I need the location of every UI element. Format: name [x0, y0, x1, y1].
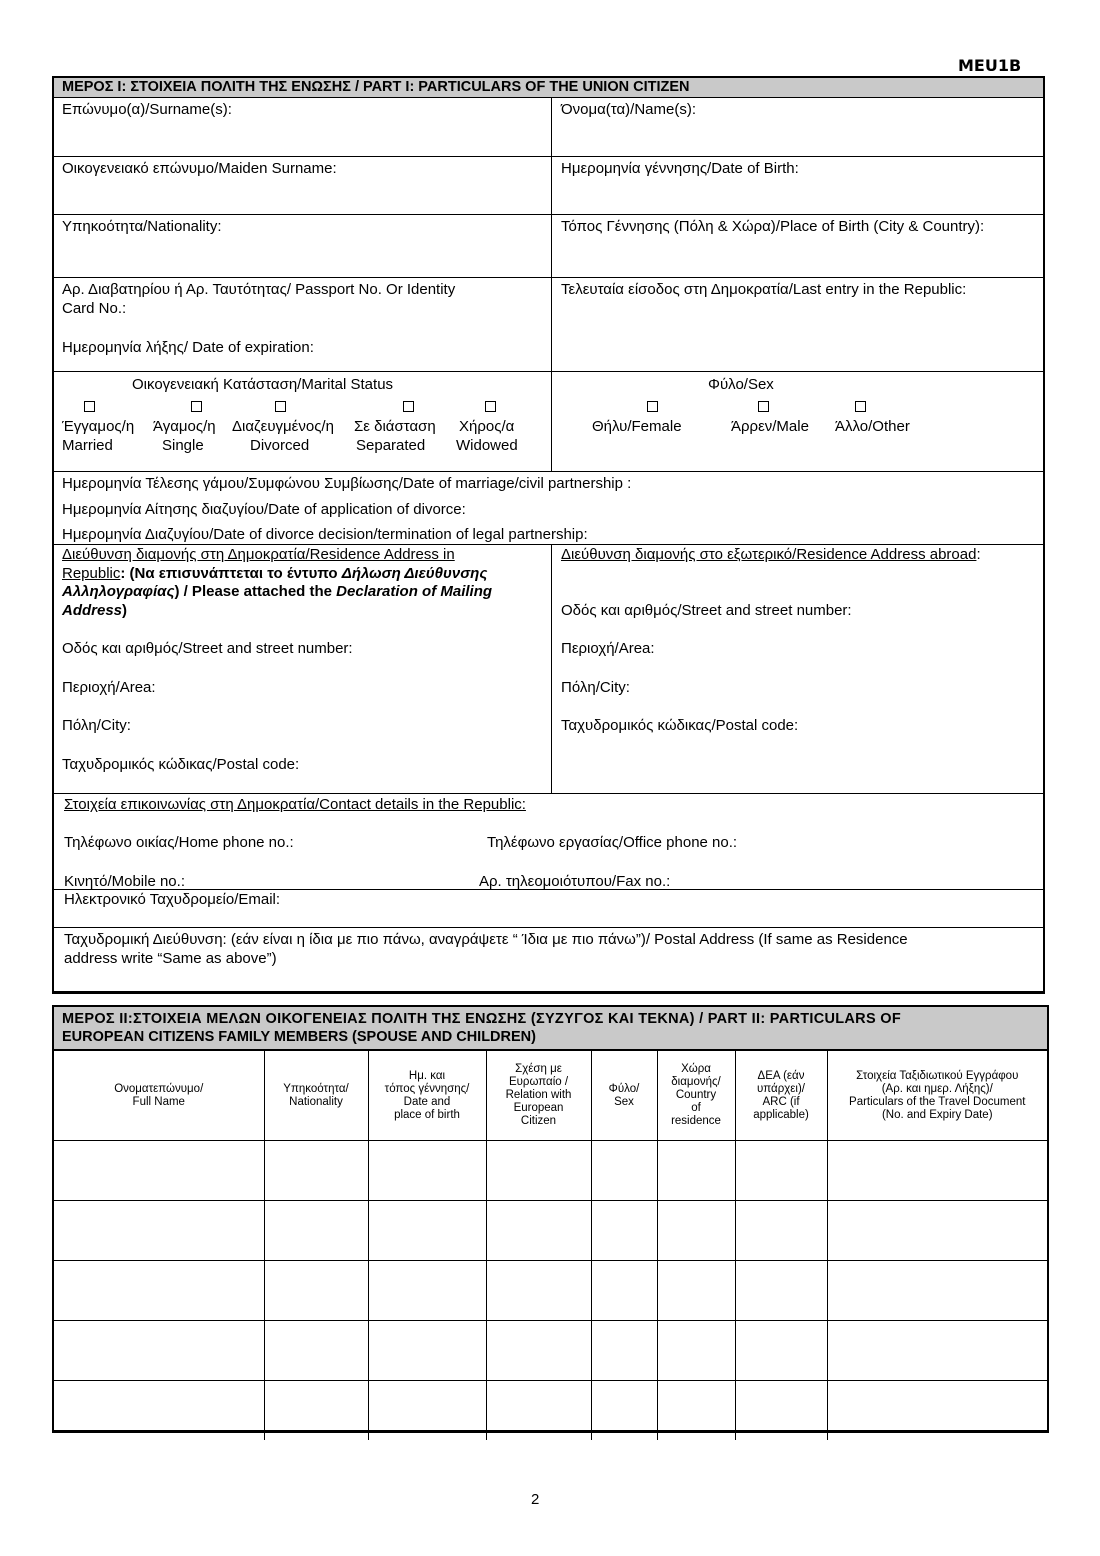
column-header-line: (No. and Expiry Date) [881, 1108, 993, 1121]
married-label: Έγγαμος/η [62, 418, 135, 435]
column-header-full-name [54, 1050, 264, 1141]
residence-republic-note-2: Αλληλογραφίας) / Please attached the Declaration of Mailing [62, 583, 493, 600]
table-cell-full-name[interactable] [54, 1201, 264, 1261]
column-header-line: Φύλο/ [608, 1082, 640, 1095]
table-cell-nationality[interactable] [264, 1141, 368, 1201]
column-header-arc [735, 1050, 827, 1141]
table-cell-date-place-of-birth[interactable] [368, 1321, 486, 1381]
column-header-country-of-residence [657, 1050, 735, 1141]
column-header-line: Sex [614, 1095, 634, 1108]
column-header-line: ARC (if [762, 1095, 800, 1108]
passport-no-field[interactable]: Card No.: [62, 300, 127, 317]
table-cell-nationality[interactable] [264, 1381, 368, 1441]
surname-field[interactable]: Επώνυμο(α)/Surname(s): [62, 101, 232, 118]
date-of-expiration-field[interactable]: Ημερομηνία λήξης/ Date of expiration: [62, 339, 314, 356]
divorced-checkbox[interactable] [275, 401, 286, 412]
table-cell-country-of-residence[interactable] [657, 1201, 735, 1261]
table-row [54, 1261, 1047, 1321]
column-header-line: Ευρωπαίο / [508, 1076, 569, 1088]
widowed-label-en: Widowed [456, 437, 518, 454]
male-label: Άρρεν/Male [731, 418, 809, 435]
table-cell-date-place-of-birth[interactable] [368, 1201, 486, 1261]
last-entry-field[interactable]: Τελευταία είσοδος στη Δημοκρατία/Last entry in the Republic: [561, 281, 967, 298]
contact-title: Στοιχεία επικοινωνίας στη Δημοκρατία/Contact details in the Republic: [64, 796, 526, 813]
table-cell-full-name[interactable] [54, 1261, 264, 1321]
email-field[interactable]: Ηλεκτρονικό Ταχυδρομείο/Email: [64, 891, 281, 908]
table-cell-nationality[interactable] [264, 1201, 368, 1261]
part-1-header: ΜΕΡΟΣ Ι: ΣΤΟΙΧΕΙΑ ΠΟΛΙΤΗ ΤΗΣ ΕΝΩΣΗΣ / PART I: PARTICULARS OF THE UNION CITIZEN [54, 78, 1043, 97]
place-of-birth-field[interactable]: Τόπος Γέννησης (Πόλη & Χώρα)/Place of Birth (City & Country): [561, 218, 985, 235]
column-header-line: residence [671, 1115, 721, 1127]
fax-field[interactable]: Αρ. τηλεομοιότυπου/Fax no.: [479, 873, 671, 890]
column-header-line: Ημ. και [408, 1069, 446, 1082]
married-label-en: Married [62, 437, 113, 454]
table-cell-nationality[interactable] [264, 1321, 368, 1381]
nationality-field[interactable]: Υπηκοότητα/Nationality: [62, 218, 222, 235]
column-header-line: Relation with [505, 1089, 572, 1101]
single-checkbox[interactable] [191, 401, 202, 412]
male-checkbox[interactable] [758, 401, 769, 412]
single-label-en: Single [162, 437, 204, 454]
single-label: Άγαμος/η [153, 418, 216, 435]
widowed-checkbox[interactable] [485, 401, 496, 412]
separated-label-en: Separated [356, 437, 426, 454]
column-header-line: place of birth [394, 1108, 460, 1121]
other-label: Άλλο/Other [835, 418, 910, 435]
column-header-line: Nationality [289, 1095, 343, 1108]
table-cell-travel-document[interactable] [827, 1381, 1047, 1441]
widowed-label: Χήρος/α [459, 418, 515, 435]
table-cell-arc[interactable] [735, 1201, 827, 1261]
sex-title: Φύλο/Sex [708, 376, 774, 393]
table-cell-country-of-residence[interactable] [657, 1141, 735, 1201]
part-2-header: ΜΕΡΟΣ ΙΙ:ΣΤΟΙΧΕΙΑ ΜΕΛΩΝ ΟΙΚΟΓΕΝΕΙΑΣ ΠΟΛΙΤΗ ΤΗΣ ΕΝΩΣΗΣ (ΣΥΖΥΓΟΣ ΚΑΙ ΤΕΚΝΑ) / PART II: PARTICULARS OF EUROPEAN CITIZENS FAMILY MEMBERS (SPOUSE AND CHILDREN) [54, 1007, 1047, 1049]
table-cell-travel-document[interactable] [827, 1261, 1047, 1321]
table-cell-country-of-residence[interactable] [657, 1381, 735, 1441]
column-header-line: applicable) [753, 1108, 809, 1121]
column-header-line: ΔΕΑ (εάν [757, 1069, 805, 1082]
column-header-nationality [264, 1050, 368, 1141]
column-header-line: European [513, 1102, 564, 1114]
table-cell-arc[interactable] [735, 1141, 827, 1201]
table-cell-country-of-residence[interactable] [657, 1261, 735, 1321]
abroad-city-field[interactable]: Πόλη/City: [561, 679, 630, 696]
table-cell-relation[interactable] [486, 1321, 591, 1381]
female-checkbox[interactable] [647, 401, 658, 412]
table-cell-full-name[interactable] [54, 1321, 264, 1381]
date-of-marriage-field[interactable]: Ημερομηνία Τέλεσης γάμου/Συμφώνου Συμβίωσης/Date of marriage/civil partnership : [62, 475, 632, 492]
table-cell-travel-document[interactable] [827, 1201, 1047, 1261]
table-cell-date-place-of-birth[interactable] [368, 1381, 486, 1441]
table-header-row [54, 1050, 1047, 1141]
date-of-birth-field[interactable]: Ημερομηνία γέννησης/Date of Birth: [561, 160, 799, 177]
republic-street-field[interactable]: Οδός και αριθμός/Street and street number: [62, 640, 353, 657]
table-cell-sex[interactable] [591, 1381, 657, 1441]
column-header-line: τόπος γέννησης/ [384, 1082, 470, 1095]
residence-abroad-title: Διεύθυνση διαμονής στο εξωτερικό/Residence Address abroad: [561, 546, 981, 563]
marital-status-title: Οικογενειακή Κατάσταση/Marital Status [132, 376, 394, 393]
column-header-date-place-of-birth [368, 1050, 486, 1141]
table-cell-relation[interactable] [486, 1261, 591, 1321]
female-label: Θήλυ/Female [592, 418, 682, 435]
passport-no-label: Αρ. Διαβατηρίου ή Αρ. Ταυτότητας/ Passport No. Or Identity [62, 281, 456, 298]
table-cell-arc[interactable] [735, 1321, 827, 1381]
residence-republic-note-3: Address) [62, 602, 128, 619]
column-header-line: Χώρα [681, 1063, 711, 1075]
residence-republic-note: Republic: (Να επισυνάπτεται το έντυπο Δήλωση Διεύθυνσης [62, 565, 488, 582]
table-cell-nationality[interactable] [264, 1261, 368, 1321]
column-header-line: (Αρ. και ημερ. Λήξης)/ [881, 1082, 993, 1095]
office-phone-field[interactable]: Τηλέφωνο εργασίας/Office phone no.: [487, 834, 738, 851]
postal-address-note: address write “Same as above”) [64, 950, 277, 967]
table-cell-relation[interactable] [486, 1141, 591, 1201]
divorced-label-en: Divorced [250, 437, 310, 454]
table-cell-relation[interactable] [486, 1201, 591, 1261]
table-cell-date-place-of-birth[interactable] [368, 1141, 486, 1201]
mobile-field[interactable]: Κινητό/Mobile no.: [64, 873, 185, 890]
residence-republic-title: Διεύθυνση διαμονής στη Δημοκρατία/Residence Address in [62, 546, 455, 563]
married-checkbox[interactable] [84, 401, 95, 412]
postal-address-field[interactable]: Ταχυδρομική Διεύθυνση: (εάν είναι η ίδια με πιο πάνω, αναγράψετε “ Ίδια με πιο πάνω”)/ Postal Address (If same as Residence [64, 931, 908, 948]
date-divorce-decision-field[interactable]: Ημερομηνία Διαζυγίου/Date of divorce decision/termination of legal partnership: [62, 526, 588, 543]
table-cell-sex[interactable] [591, 1321, 657, 1381]
column-header-line: Σχέση με [515, 1063, 562, 1075]
table-cell-arc[interactable] [735, 1261, 827, 1321]
table-cell-travel-document[interactable] [827, 1321, 1047, 1381]
form-code: MEU1B [958, 56, 1022, 75]
column-header-line: Date and [403, 1095, 451, 1108]
column-header-line: Country [675, 1089, 717, 1101]
column-header-line: Particulars of the Travel Document [849, 1095, 1026, 1108]
divorced-label: Διαζευγμένος/η [232, 418, 334, 435]
table-cell-travel-document[interactable] [827, 1141, 1047, 1201]
table-cell-sex[interactable] [591, 1261, 657, 1321]
table-row [54, 1141, 1047, 1201]
name-field[interactable]: Όνομα(τα)/Name(s): [561, 101, 696, 118]
part-2-section [52, 1005, 1049, 1433]
table-cell-full-name[interactable] [54, 1141, 264, 1201]
column-header-line: Full Name [132, 1095, 185, 1108]
table-cell-relation[interactable] [486, 1381, 591, 1441]
table-cell-country-of-residence[interactable] [657, 1321, 735, 1381]
page-number: 2 [531, 1491, 540, 1508]
republic-city-field[interactable]: Πόλη/City: [62, 717, 131, 734]
separated-label: Σε διάσταση [354, 418, 436, 435]
part-1-section [52, 76, 1045, 994]
table-cell-full-name[interactable] [54, 1381, 264, 1441]
maiden-surname-field[interactable]: Οικογενειακό επώνυμο/Maiden Surname: [62, 160, 337, 177]
table-row [54, 1381, 1047, 1441]
abroad-area-field[interactable]: Περιοχή/Area: [561, 640, 655, 657]
table-cell-sex[interactable] [591, 1141, 657, 1201]
column-header-line: υπάρχει)/ [757, 1082, 805, 1095]
column-header-line: Στοιχεία Ταξιδιωτικού Εγγράφου [856, 1069, 1019, 1082]
table-cell-date-place-of-birth[interactable] [368, 1261, 486, 1321]
table-cell-sex[interactable] [591, 1201, 657, 1261]
republic-postal-code-field[interactable]: Ταχυδρομικός κώδικας/Postal code: [62, 756, 300, 773]
table-row [54, 1321, 1047, 1381]
table-cell-arc[interactable] [735, 1381, 827, 1441]
column-header-relation [486, 1050, 591, 1141]
column-header-sex [591, 1050, 657, 1141]
home-phone-field[interactable]: Τηλέφωνο οικίας/Home phone no.: [64, 834, 294, 851]
republic-area-field[interactable]: Περιοχή/Area: [62, 679, 156, 696]
abroad-street-field[interactable]: Οδός και αριθμός/Street and street number: [561, 602, 852, 619]
column-header-line: Υπηκοότητα/ [283, 1082, 349, 1095]
column-header-line: Ονοματεπώνυμο/ [114, 1082, 204, 1095]
column-header-line: διαμονής/ [671, 1076, 721, 1088]
column-header-line: of [691, 1102, 701, 1114]
family-members-table [54, 1049, 1047, 1440]
table-row [54, 1201, 1047, 1261]
column-header-line: Citizen [520, 1115, 557, 1127]
separated-checkbox[interactable] [403, 401, 414, 412]
column-header-travel-document [827, 1050, 1047, 1141]
abroad-postal-code-field[interactable]: Ταχυδρομικός κώδικας/Postal code: [561, 717, 799, 734]
other-checkbox[interactable] [855, 401, 866, 412]
date-divorce-application-field[interactable]: Ημερομηνία Αίτησης διαζυγίου/Date of application of divorce: [62, 501, 466, 518]
